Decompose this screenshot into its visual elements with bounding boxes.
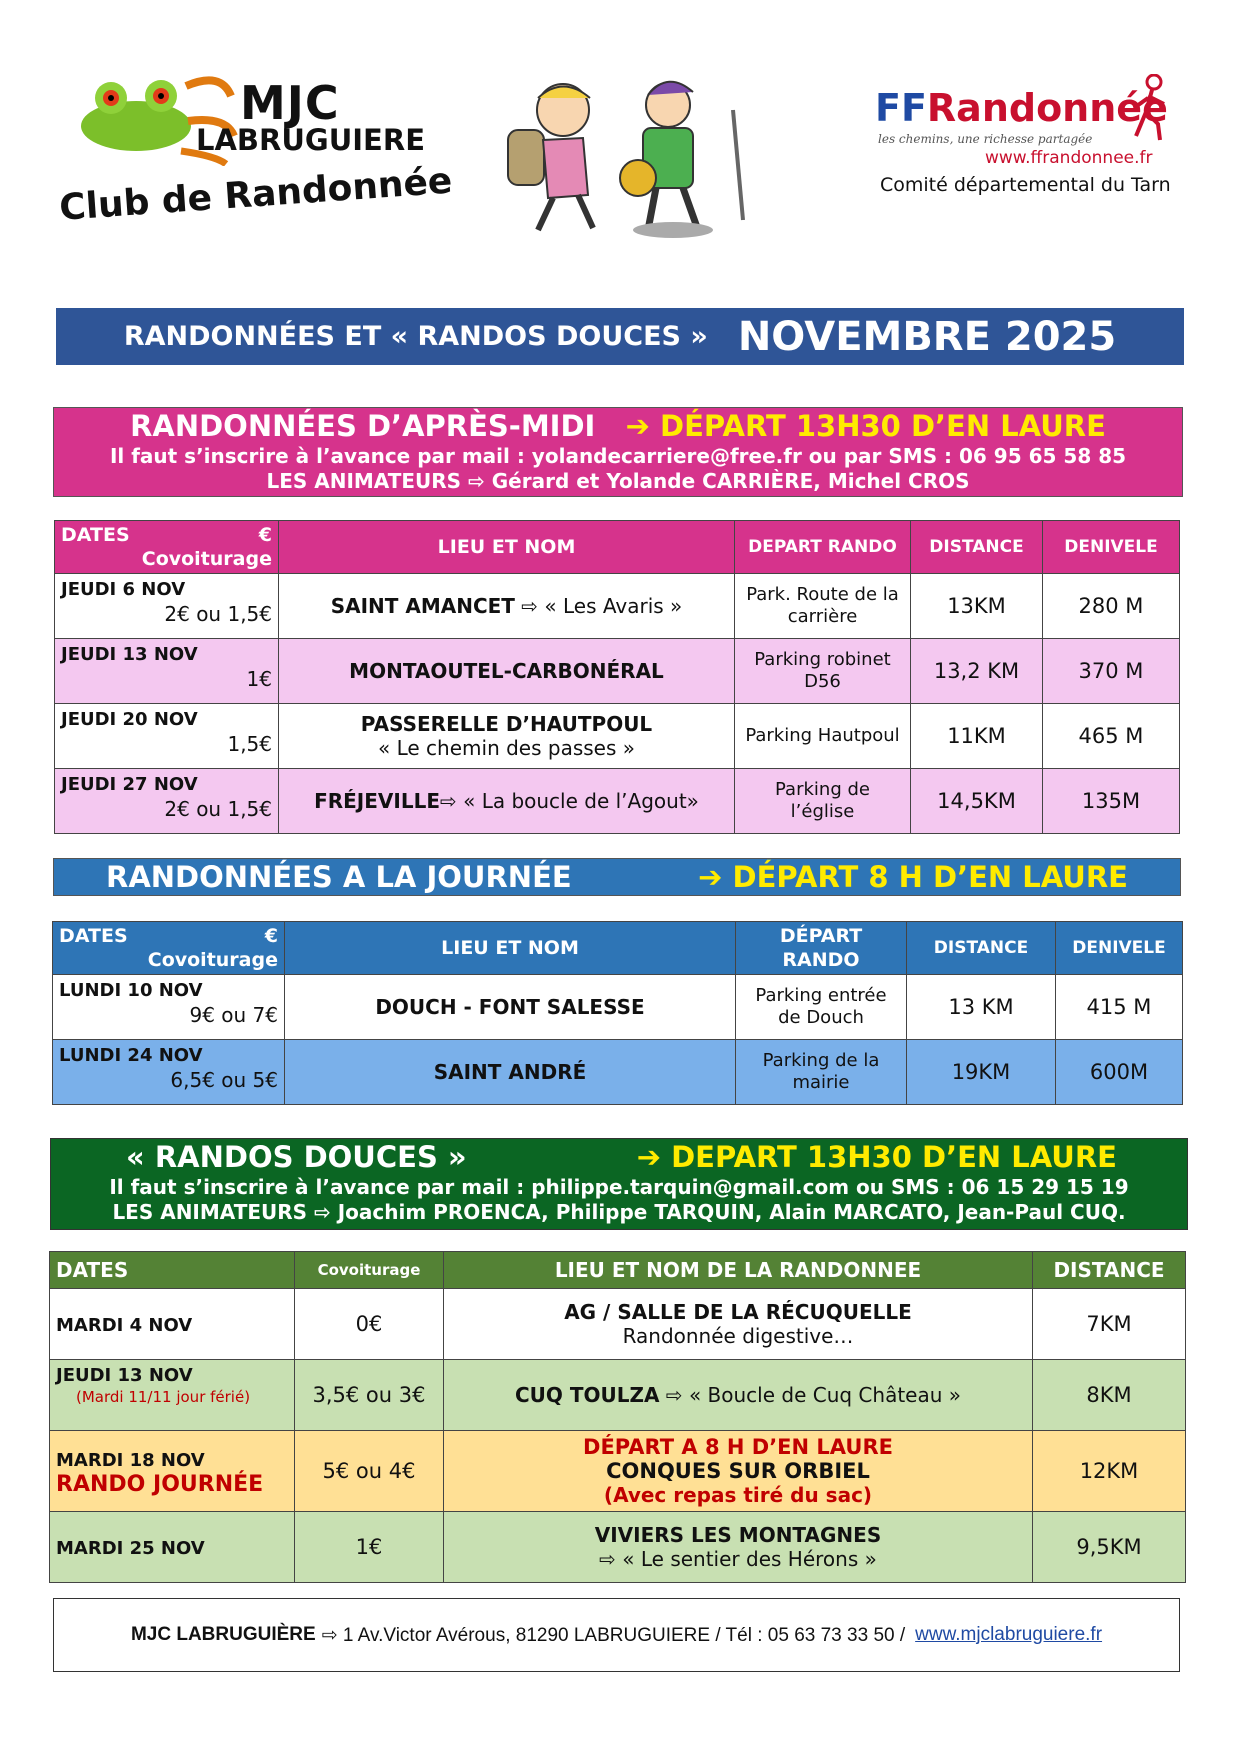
date-cell: JEUDI 13 NOV (Mardi 11/11 jour férié) [50,1360,295,1431]
date-cell: JEUDI 6 NOV 2€ ou 1,5€ [55,574,279,639]
distance-cell: 8KM [1033,1360,1186,1431]
lieu-cell: SAINT ANDRÉ [285,1040,736,1105]
afternoon-inscription: Il faut s’inscrire à l’avance par mail : yolandecarriere@free.fr ou par SMS : 06 95 65 58 85 [109,444,1127,468]
lieu-cell: DÉPART A 8 H D’EN LAURE CONQUES SUR ORBIEL (Avec repas tiré du sac) [444,1431,1033,1512]
footer [53,1598,1180,1672]
table-row [50,1289,1186,1360]
ff-brand-a: FF [875,86,927,130]
price-cell: 1€ [295,1512,444,1583]
ffrandonnee-logo [875,88,1168,128]
ff-url: www.ffrandonnee.fr [985,148,1153,168]
denivele-cell: 465 M [1043,704,1180,769]
distance-header: DISTANCE [907,922,1056,975]
banner-subtitle: RANDONNÉES ET « RANDOS DOUCES » [123,321,708,352]
lieu-cell: CUQ TOULZA ⇨ « Boucle de Cuq Château » [444,1360,1033,1431]
distance-header: DISTANCE [911,521,1043,574]
distance-header: DISTANCE [1033,1252,1186,1289]
table-row [53,975,1183,1040]
douces-table [49,1251,1186,1583]
table-header-row [50,1252,1186,1289]
douces-title: « RANDOS DOUCES » [126,1140,467,1174]
ff-tagline: les chemins, une richesse partagée [878,132,1093,146]
lieu-header: LIEU ET NOM DE LA RANDONNEE [444,1252,1033,1289]
price-cell: 5€ ou 4€ [295,1431,444,1512]
date-cell: JEUDI 20 NOV 1,5€ [55,704,279,769]
douces-inscription: Il faut s’inscrire à l’avance par mail : philippe.tarquin@gmail.com ou SMS : 06 15 29 15 19 [109,1175,1129,1199]
douces-section-banner [50,1138,1188,1230]
footer-address: ⇨ 1 Av.Victor Avérous, 81290 LABRUGUIERE / Tél : 05 63 73 33 50 / [321,1624,906,1646]
table-row [53,1040,1183,1105]
denivele-cell: 370 M [1043,639,1180,704]
covoit-header: Covoiturage [295,1252,444,1289]
douces-depart: ➔ DEPART 13H30 D’EN LAURE [636,1140,1117,1174]
table-row [55,574,1180,639]
hikers-illustration [498,70,773,240]
depart-cell: Parking entrée de Douch [736,975,907,1040]
distance-cell: 9,5KM [1033,1512,1186,1583]
denivele-cell: 600M [1056,1040,1183,1105]
journee-title: RANDONNÉES A LA JOURNÉE [106,860,572,894]
lieu-cell: PASSERELLE D’HAUTPOUL « Le chemin des passes » [279,704,735,769]
table-row [50,1512,1186,1583]
table-row [50,1431,1186,1512]
denivele-cell: 280 M [1043,574,1180,639]
table-header-row [55,521,1180,574]
denivele-header: DENIVELE [1056,922,1183,975]
lieu-cell: MONTAOUTEL-CARBONÉRAL [279,639,735,704]
denivele-cell: 135M [1043,769,1180,834]
date-cell: JEUDI 27 NOV 2€ ou 1,5€ [55,769,279,834]
douces-animateurs: LES ANIMATEURS ⇨ Joachim PROENCA, Philippe TARQUIN, Alain MARCATO, Jean-Paul CUQ. [112,1200,1126,1224]
afternoon-title: RANDONNÉES D’APRÈS-MIDI [130,409,596,443]
comite-label: Comité départemental du Tarn [880,174,1171,196]
club-title: Club de Randonnée [58,160,454,229]
distance-cell: 11KM [911,704,1043,769]
dates-header: DATES € Covoiturage [53,922,285,975]
distance-cell: 7KM [1033,1289,1186,1360]
lieu-header: LIEU ET NOM [285,922,736,975]
date-cell: MARDI 25 NOV [50,1512,295,1583]
lieu-cell: AG / SALLE DE LA RÉCUQUELLE Randonnée digestive… [444,1289,1033,1360]
journee-section-banner [53,858,1181,896]
depart-cell: Parking Hautpoul [735,704,911,769]
table-row [50,1360,1186,1431]
distance-cell: 13 KM [907,975,1056,1040]
journee-depart: ➔ DÉPART 8 H D’EN LAURE [698,860,1128,894]
distance-cell: 12KM [1033,1431,1186,1512]
table-row [55,639,1180,704]
ff-brand-b: Randonnée [926,86,1168,130]
banner-month: NOVEMBRE 2025 [737,313,1117,360]
dates-header: DATES € Covoiturage [55,521,279,574]
walker-icon [1128,74,1172,144]
depart-cell: Park. Route de la carrière [735,574,911,639]
table-row [55,769,1180,834]
date-cell: LUNDI 10 NOV 9€ ou 7€ [53,975,285,1040]
journee-table [52,921,1183,1105]
website-link[interactable]: www.mjclabruguiere.fr [915,1624,1103,1645]
lieu-header: LIEU ET NOM [279,521,735,574]
mjc-subtitle: LABRUGUIERE [196,123,425,157]
afternoon-section-banner [53,407,1183,497]
depart-cell: Parking de l’église [735,769,911,834]
month-banner [56,308,1184,365]
date-cell: MARDI 18 NOV RANDO JOURNÉE [50,1431,295,1512]
afternoon-table [54,520,1180,834]
lieu-cell: FRÉJEVILLE⇨ « La boucle de l’Agout» [279,769,735,834]
afternoon-depart: ➔ DÉPART 13H30 D’EN LAURE [625,409,1106,443]
distance-cell: 13,2 KM [911,639,1043,704]
price-cell: 3,5€ ou 3€ [295,1360,444,1431]
denivele-header: DENIVELE [1043,521,1180,574]
price-cell: 0€ [295,1289,444,1360]
lieu-cell: VIVIERS LES MONTAGNES ⇨ « Le sentier des Hérons » [444,1512,1033,1583]
date-cell: MARDI 4 NOV [50,1289,295,1360]
footer-org: MJC LABRUGUIÈRE [130,1624,316,1645]
dates-header: DATES [50,1252,295,1289]
depart-cell: Parking de la mairie [736,1040,907,1105]
distance-cell: 13KM [911,574,1043,639]
lieu-cell: SAINT AMANCET ⇨ « Les Avaris » [279,574,735,639]
distance-cell: 19KM [907,1040,1056,1105]
mjc-title: MJC [240,76,340,130]
depart-header: DÉPART RANDO [736,922,907,975]
table-row [55,704,1180,769]
date-cell: JEUDI 13 NOV 1€ [55,639,279,704]
table-header-row [53,922,1183,975]
afternoon-animateurs: LES ANIMATEURS ⇨ Gérard et Yolande CARRIÈRE, Michel CROS [266,469,970,493]
distance-cell: 14,5KM [911,769,1043,834]
depart-cell: Parking robinet D56 [735,639,911,704]
denivele-cell: 415 M [1056,975,1183,1040]
date-cell: LUNDI 24 NOV 6,5€ ou 5€ [53,1040,285,1105]
lieu-cell: DOUCH - FONT SALESSE [285,975,736,1040]
depart-header: DEPART RANDO [735,521,911,574]
